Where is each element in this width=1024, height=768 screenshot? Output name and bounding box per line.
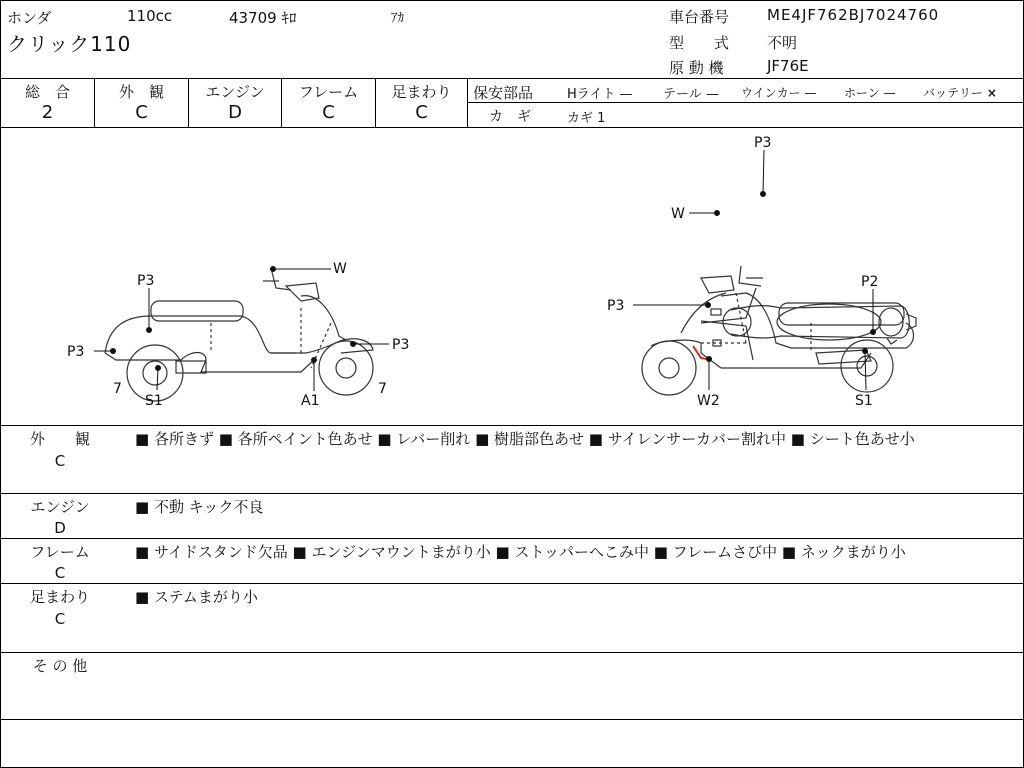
grade-overall-value: 2 [41, 102, 54, 123]
divider [1, 652, 1023, 653]
grade-suspension-value: C [415, 102, 428, 123]
grade-overall-label: 総 合 [24, 83, 70, 101]
key-label: カ ギ [489, 109, 531, 125]
safety-item-headlight: Hライト — [567, 87, 633, 102]
remark-exterior-grade: C [54, 452, 66, 470]
engine-model-value: JF76E [767, 57, 809, 75]
label-left-p3-front: P3 [392, 337, 410, 353]
safety-item-tail: テール — [663, 87, 719, 102]
top-view-scooter [701, 288, 916, 360]
remark-exterior-label: 外 観 [29, 430, 90, 448]
label-left-7-rear: 7 [113, 381, 122, 397]
remark-suspension-text: ■ ステムまがり小 [135, 588, 258, 606]
damage-diagram [1, 128, 1023, 425]
mileage: 43709 ｷﾛ [229, 9, 297, 27]
frame-no: ME4JF762BJ7024760 [767, 6, 940, 24]
divider [1, 78, 1023, 79]
key-value: カギ 1 [567, 111, 606, 126]
engine-model-label: 原 動 機 [669, 59, 724, 77]
divider [1, 425, 1023, 426]
label-right-w2: W2 [697, 393, 720, 409]
type-label: 型 式 [669, 34, 730, 52]
maker: ホンダ [7, 9, 52, 27]
color: ｱｶ [391, 11, 404, 26]
safety-item-winker: ウインカー — [741, 86, 817, 100]
label-left-7-front: 7 [378, 381, 387, 397]
remark-frame-label: フレーム [30, 543, 90, 561]
divider [468, 102, 1024, 103]
remark-engine-label: エンジン [30, 498, 90, 516]
label-left-s1: S1 [145, 393, 163, 409]
label-right-p2: P2 [861, 274, 879, 290]
label-top-w: W [671, 206, 685, 222]
divider [1, 583, 1023, 584]
label-left-p3-rear: P3 [67, 344, 85, 360]
grade-exterior-label: 外 観 [118, 83, 164, 101]
remark-frame-grade: C [54, 564, 66, 582]
remark-engine-text: ■ 不動 キック不良 [135, 498, 264, 516]
label-right-s1: S1 [855, 393, 873, 409]
damage-mark [693, 346, 707, 359]
grade-exterior-value: C [135, 102, 148, 123]
grade-suspension-label: 足まわり [391, 83, 452, 101]
label-left-w: W [333, 261, 347, 277]
safety-item-battery: バッテリー × [923, 86, 997, 100]
label-top-p3: P3 [754, 135, 772, 151]
divider [1, 538, 1023, 539]
divider [1, 719, 1023, 720]
safety-label: 保安部品 [473, 84, 534, 102]
remark-suspension-label: 足まわり [29, 588, 90, 606]
frame-no-label: 車台番号 [669, 8, 730, 26]
label-right-p3: P3 [607, 298, 625, 314]
model-name: クリック110 [7, 32, 132, 56]
grade-engine-value: D [228, 102, 242, 123]
remark-engine-grade: D [54, 519, 66, 537]
type-value: 不明 [767, 34, 798, 52]
remark-frame-text: ■ サイドスタンド欠品 ■ エンジンマウントまがり小 ■ ストッパーへこみ中 ■ フレームさび中 ■ ネックまがり小 [135, 543, 906, 561]
grade-frame-value: C [322, 102, 335, 123]
safety-item-horn: ホーン — [844, 86, 896, 100]
displacement: 110cc [127, 7, 173, 25]
remark-other-label: そ の 他 [32, 657, 88, 675]
label-left-p3-seat: P3 [137, 273, 155, 289]
grade-engine-label: エンジン [205, 83, 265, 101]
divider [1, 493, 1023, 494]
remark-suspension-grade: C [54, 610, 66, 628]
remark-exterior-text: ■ 各所きず ■ 各所ペイント色あせ ■ レバー削れ ■ 樹脂部色あせ ■ サイレンサーカバー割れ中 ■ シート色あせ小 [135, 430, 915, 448]
grade-frame-label: フレーム [298, 83, 359, 101]
label-left-a1: A1 [301, 393, 320, 409]
